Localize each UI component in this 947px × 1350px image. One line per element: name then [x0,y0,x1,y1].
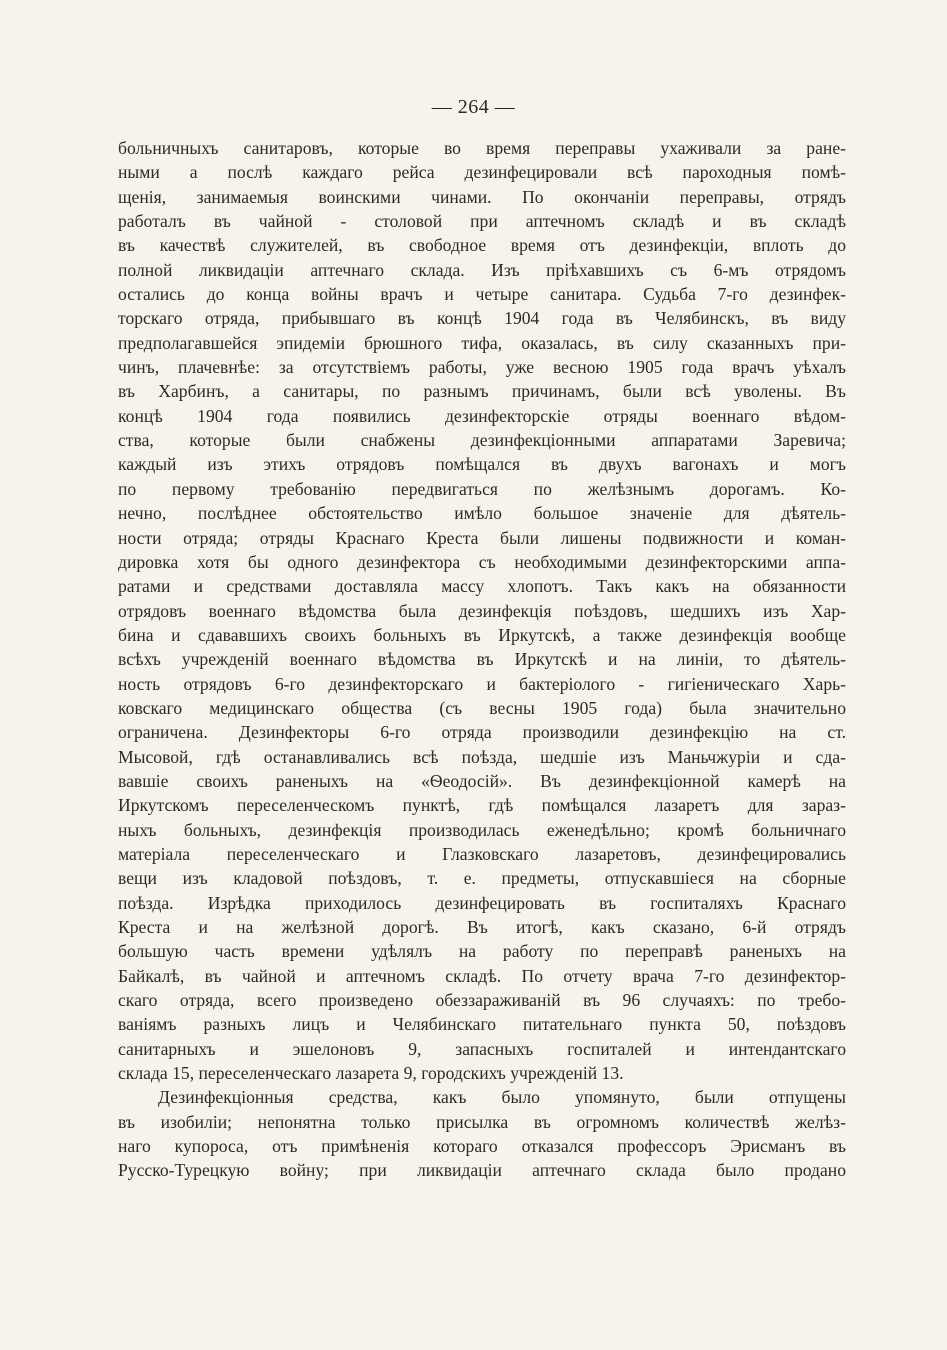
text-line: ратами и средствами доставляла массу хлопотъ. Такъ какъ на обязанности [118,576,846,597]
text-line: Мысовой, гдѣ останавливались всѣ поѣзда, шедшіе изъ Маньчжуріи и сда- [118,746,846,767]
text-line: матеріала переселенческаго и Глазковскаго лазаретовъ, дезинфецировались [118,843,846,864]
text-line: Русско-Турецкую войну; при ликвидаціи аптечнаго склада было продано [118,1160,846,1181]
text-line: въ Харбинъ, а санитары, по разнымъ причинамъ, были всѣ уволены. Въ [118,381,846,402]
text-line: вавшіе своихъ раненыхъ на «Ѳеодосій». Въ дезинфекціонной камерѣ на [118,770,846,791]
text-line: Дезинфекціонныя средства, какъ было упомянуто, были отпущены [158,1087,846,1108]
body-text [118,136,846,1183]
text-line: дировка хотя бы одного дезинфектора съ необходимыми дезинфекторскими аппа- [118,551,846,572]
text-line: Байкалѣ, въ чайной и аптечномъ складѣ. По отчету врача 7-го дезинфектор- [118,965,846,986]
text-line: концѣ 1904 года появились дезинфекторскіе отряды военнаго вѣдом- [118,405,846,426]
text-line: полной ликвидаціи аптечнаго склада. Изъ пріѣхавшихъ съ 6-мъ отрядомъ [118,259,846,280]
text-line: ограничена. Дезинфекторы 6-го отряда производили дезинфекцію на ст. [118,722,846,743]
text-line: ности отряда; отряды Краснаго Креста были лишены подвижности и коман- [118,527,846,548]
text-line: по первому требованію передвигаться по желѣзнымъ дорогамъ. Ко- [118,478,846,499]
page-number: — 264 — [431,96,516,118]
text-line: ными а послѣ каждаго рейса дезинфецировали всѣ пароходныя помѣ- [118,162,846,183]
text-line: щенія, занимаемыя воинскими чинами. По окончаніи переправы, отрядъ [118,186,846,207]
text-line: Креста и на желѣзной дорогѣ. Въ итогѣ, какъ сказано, 6-й отрядъ [118,917,846,937]
text-line: санитарныхъ и эшелоновъ 9, запасныхъ госпиталей и интендантскаго [118,1038,846,1059]
text-line: ковскаго медицинскаго общества (съ весны 1905 года) была значительно [118,697,846,718]
text-line: наго купороса, отъ примѣненія котораго отказался профессоръ Эрисманъ въ [118,1136,846,1157]
text-line: большую часть времени удѣлялъ на работу по переправѣ раненыхъ на [118,941,846,962]
text-line: остались до конца войны врачъ и четыре санитара. Судьба 7-го дезинфек- [118,284,846,305]
text-line: бина и сдававшихъ своихъ больныхъ въ Иркутскѣ, а также дезинфекція вообще [118,624,846,645]
text-line: предполагавшейся эпидеміи брюшного тифа, оказалась, въ силу сказанныхъ при- [118,332,846,353]
text-line: ваніямъ разныхъ лицъ и Челябинскаго питательнаго пункта 50, поѣздовъ [118,1014,846,1035]
text-line: больничныхъ санитаровъ, которые во время переправы ухаживали за ране- [118,138,846,158]
text-line: склада 15, переселенческаго лазарета 9, городскихъ учрежденій 13. [118,1063,624,1084]
text-line: ныхъ больныхъ, дезинфекція производилась еженедѣльно; кромѣ больничнаго [118,819,846,840]
text-line: вещи изъ кладовой поѣздовъ, т. е. предметы, отпускавшіеся на сборные [118,868,846,889]
text-line: Иркутскомъ переселенческомъ пунктѣ, гдѣ помѣщался лазаретъ для зараз- [118,795,846,816]
text-line: всѣхъ учрежденій военнаго вѣдомства въ Иркутскѣ и на линіи, то дѣятель- [118,649,846,670]
text-line: работалъ въ чайной - столовой при аптечномъ складѣ и въ складѣ [118,211,846,232]
text-line: чинъ, плачевнѣе: за отсутствіемъ работы, уже весною 1905 года врачъ уѣхалъ [118,357,846,378]
text-line: въ качествѣ служителей, въ свободное время отъ дезинфекціи, вплоть до [118,235,846,256]
text-line: ность отрядовъ 6-го дезинфекторскаго и бактеріолого - гигіеническаго Харь- [118,673,846,694]
text-line: ства, которые были снабжены дезинфекціонными аппаратами Заревича; [118,430,846,451]
text-line: скаго отряда, всего произведено обеззараживаній въ 96 случаяхъ: по требо- [118,990,846,1011]
text-line: въ изобиліи; непонятна только присылка въ огромномъ количествѣ желѣз- [118,1111,846,1132]
text-line: нечно, послѣднее обстоятельство имѣло большое значеніе для дѣятель- [118,503,846,524]
text-line: отрядовъ военнаго вѣдомства была дезинфекція поѣздовъ, шедшихъ изъ Хар- [118,600,846,621]
text-line: торскаго отряда, прибывшаго въ концѣ 1904 года въ Челябинскъ, въ виду [118,308,846,329]
text-line: поѣзда. Изрѣдка приходилось дезинфецировать въ госпиталяхъ Краснаго [118,892,846,913]
text-line: каждый изъ этихъ отрядовъ помѣщался въ двухъ вагонахъ и могъ [118,454,846,475]
